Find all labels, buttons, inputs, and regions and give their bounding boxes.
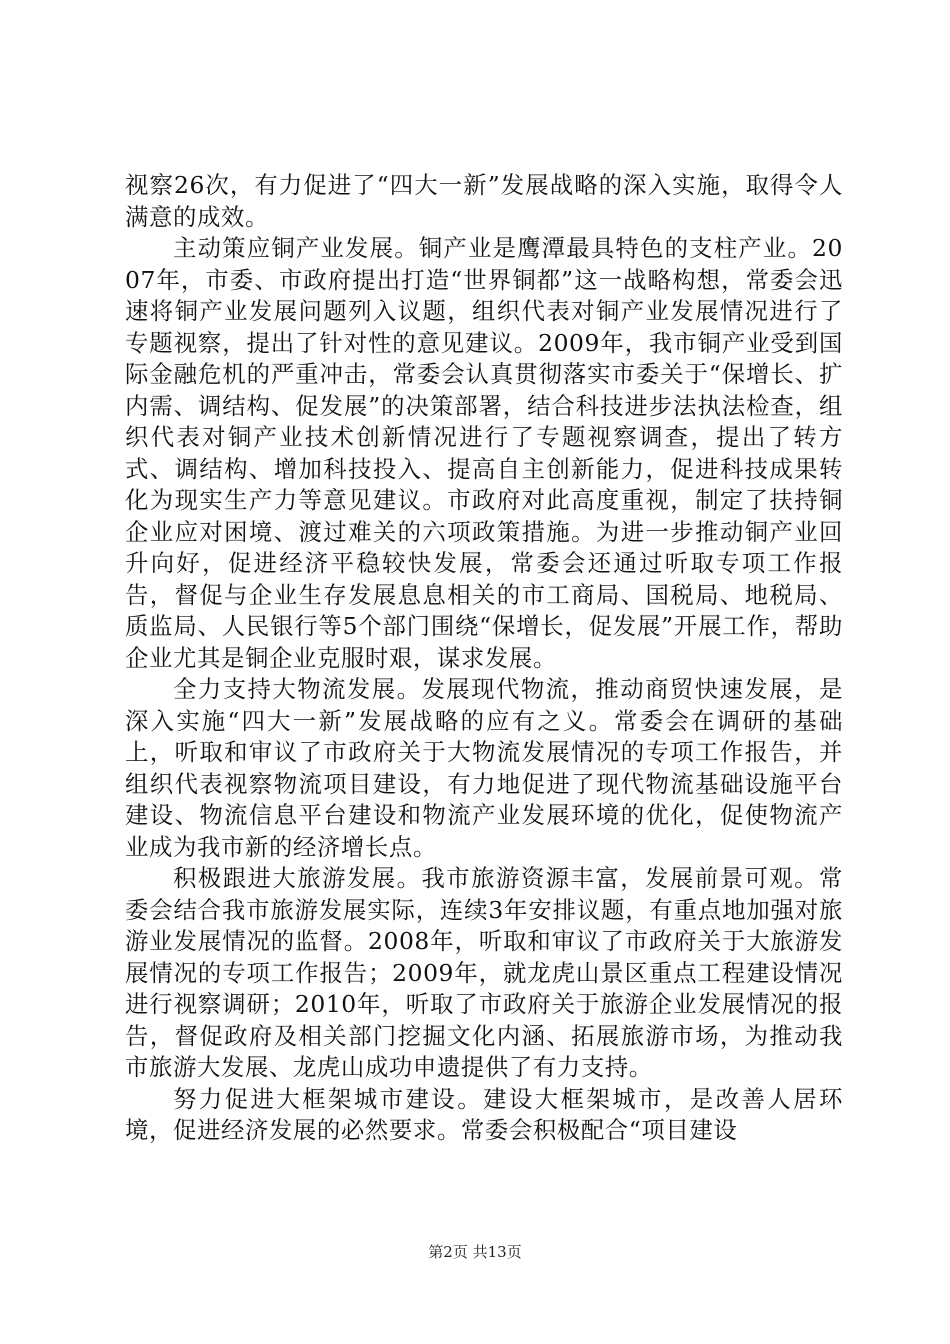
paragraph-continuation: 视察26次，有力促进了“四大一新”发展战略的深入实施，取得令人满意的成效。	[125, 171, 843, 231]
paragraph-tourism: 积极跟进大旅游发展。我市旅游资源丰富，发展前景可观。常委会结合我市旅游发展实际，连续3年安排议题，有重点地加强对旅游业发展情况的监督。2008年，听取和审议了市政府关于大旅游发展情况的专项工作报告；2009年，就龙虎山景区重点工程建设情况进行视察调研；2010年，听取了市政府关于旅游企业发展情况的报告，督促政府及相关部门挖掘文化内涵、拓展旅游市场，为推动我市旅游大发展、龙虎山成功申遗提供了有力支持。	[125, 864, 843, 1081]
paragraph-logistics: 全力支持大物流发展。发展现代物流，推动商贸快速发展，是深入实施“四大一新”发展战略的应有之义。常委会在调研的基础上，听取和审议了市政府关于大物流发展情况的专项工作报告，并组织代表视察物流项目建设，有力地促进了现代物流基础设施平台建设、物流信息平台建设和物流产业发展环境的优化，促使物流产业成为我市新的经济增长点。	[125, 675, 843, 861]
paragraph-copper-industry: 主动策应铜产业发展。铜产业是鹰潭最具特色的支柱产业。2007年，市委、市政府提出打造“世界铜都”这一战略构想，常委会迅速将铜产业发展问题列入议题，组织代表对铜产业发展情况进行了专题视察，提出了针对性的意见建议。2009年，我市铜产业受到国际金融危机的严重冲击，常委会认真贯彻落实市委关于“保增长、扩内需、调结构、促发展”的决策部署，结合科技进步法执法检查，组织代表对铜产业技术创新情况进行了专题视察调查，提出了转方式、调结构、增加科技投入、提高自主创新能力，促进科技成果转化为现实生产力等意见建议。市政府对此高度重视，制定了扶持铜企业应对困境、渡过难关的六项政策措施。为进一步推动铜产业回升向好，促进经济平稳较快发展，常委会还通过听取专项工作报告，督促与企业生存发展息息相关的市工商局、国税局、地税局、质监局、人民银行等5个部门围绕“保增长，促发展”开展工作，帮助企业尤其是铜企业克服时艰，谋求发展。	[125, 234, 843, 672]
page-number-footer: 第2页 共13页	[428, 1243, 522, 1261]
paragraph-city-construction: 努力促进大框架城市建设。建设大框架城市，是改善人居环境，促进经济发展的必然要求。常委会积极配合“项目建设	[125, 1084, 843, 1144]
document-body	[125, 170, 843, 1147]
